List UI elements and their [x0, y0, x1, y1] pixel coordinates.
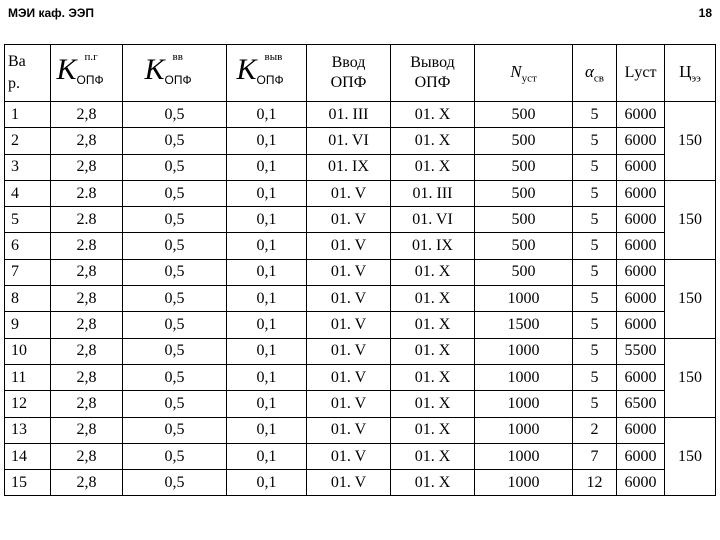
cell-k-opf-vyv: 0,1 [227, 154, 307, 180]
cell-k-opf-vyv: 0,1 [227, 207, 307, 233]
table-row [5, 233, 716, 259]
k-subscript: ОПФ [76, 72, 104, 87]
k-opf-pg-symbol [56, 50, 117, 89]
cell-l-ust: 6000 [617, 154, 665, 180]
header-n-ust [475, 45, 573, 102]
cell-vyvod-opf: 01. X [391, 102, 475, 128]
alpha-letter: α [584, 61, 594, 81]
cell-vyvod-opf: 01. X [391, 443, 475, 469]
k-opf-vv-symbol [144, 50, 205, 89]
cell-n-ust: 1000 [475, 286, 573, 312]
cell-variant: 12 [5, 391, 51, 417]
table-row [5, 312, 716, 338]
cell-vyvod-opf: 01. III [391, 180, 475, 206]
k-letter: K [236, 52, 257, 86]
table-body [5, 102, 716, 496]
cell-alpha-sv: 5 [573, 286, 617, 312]
cell-variant: 10 [5, 338, 51, 364]
cell-vvod-opf: 01. V [307, 180, 391, 206]
cell-alpha-sv: 5 [573, 338, 617, 364]
cell-alpha-sv: 5 [573, 207, 617, 233]
cell-vyvod-opf: 01. X [391, 364, 475, 390]
cell-k-opf-vv: 0,5 [123, 417, 227, 443]
header-l-ust [617, 45, 665, 102]
header-variant [5, 45, 51, 102]
cell-k-opf-pg: 2,8 [51, 102, 123, 128]
cell-alpha-sv: 5 [573, 259, 617, 285]
cell-l-ust: 6000 [617, 180, 665, 206]
cell-k-opf-pg: 2,8 [51, 391, 123, 417]
header-alpha-sv [573, 45, 617, 102]
cell-l-ust: 6000 [617, 364, 665, 390]
cell-variant: 2 [5, 128, 51, 154]
cell-k-opf-pg: 2,8 [51, 128, 123, 154]
cell-c-ee: 150 [665, 417, 716, 496]
k-superscript: выв [264, 50, 283, 63]
cell-vyvod-opf: 01. X [391, 312, 475, 338]
table-row [5, 470, 716, 496]
cell-k-opf-vv: 0,5 [123, 338, 227, 364]
cell-vyvod-opf: 01. X [391, 128, 475, 154]
k-superscript: вв [172, 50, 183, 63]
alpha-subscript: св [593, 72, 604, 85]
header-vyvod-line1: Вывод [410, 54, 455, 71]
cell-k-opf-pg: 2,8 [51, 154, 123, 180]
cell-variant: 9 [5, 312, 51, 338]
cell-n-ust: 1000 [475, 364, 573, 390]
cell-k-opf-vv: 0,5 [123, 364, 227, 390]
cell-variant: 4 [5, 180, 51, 206]
cell-variant: 13 [5, 417, 51, 443]
cell-n-ust: 1500 [475, 312, 573, 338]
cell-alpha-sv: 5 [573, 312, 617, 338]
cell-k-opf-vyv: 0,1 [227, 417, 307, 443]
c-subscript: ээ [691, 72, 701, 85]
cell-vyvod-opf: 01. X [391, 338, 475, 364]
cell-n-ust: 1000 [475, 443, 573, 469]
variants-table [4, 44, 716, 496]
cell-k-opf-vyv: 0,1 [227, 128, 307, 154]
header-vyvod-line2: ОПФ [414, 74, 451, 91]
cell-k-opf-vv: 0,5 [123, 128, 227, 154]
cell-n-ust: 500 [475, 128, 573, 154]
cell-vvod-opf: 01. V [307, 312, 391, 338]
header-vvod-opf [307, 45, 391, 102]
cell-k-opf-vv: 0,5 [123, 207, 227, 233]
header-vvod-line1: Ввод [331, 54, 366, 71]
n-letter: N [510, 61, 522, 81]
alpha-sv-symbol [584, 61, 604, 85]
header-vvod-line2: ОПФ [330, 74, 367, 91]
cell-variant: 5 [5, 207, 51, 233]
cell-k-opf-vyv: 0,1 [227, 286, 307, 312]
cell-k-opf-pg: 2,8 [51, 443, 123, 469]
header-variant-line2: р. [8, 75, 20, 92]
cell-alpha-sv: 12 [573, 470, 617, 496]
cell-vvod-opf: 01. VI [307, 128, 391, 154]
cell-k-opf-vyv: 0,1 [227, 470, 307, 496]
k-opf-vyv-symbol [236, 50, 297, 89]
cell-variant: 15 [5, 470, 51, 496]
cell-k-opf-vyv: 0,1 [227, 102, 307, 128]
cell-vvod-opf: 01. V [307, 233, 391, 259]
header-k-opf-vyv [227, 45, 307, 102]
table-row [5, 443, 716, 469]
cell-l-ust: 6000 [617, 443, 665, 469]
cell-c-ee: 150 [665, 180, 716, 259]
cell-vvod-opf: 01. V [307, 417, 391, 443]
table-row [5, 364, 716, 390]
cell-vvod-opf: 01. V [307, 338, 391, 364]
cell-variant: 8 [5, 286, 51, 312]
cell-n-ust: 500 [475, 102, 573, 128]
cell-k-opf-vv: 0,5 [123, 286, 227, 312]
cell-vvod-opf: 01. V [307, 286, 391, 312]
cell-k-opf-pg: 2,8 [51, 338, 123, 364]
cell-alpha-sv: 5 [573, 180, 617, 206]
cell-variant: 14 [5, 443, 51, 469]
cell-alpha-sv: 5 [573, 102, 617, 128]
cell-k-opf-pg: 2.8 [51, 233, 123, 259]
department-label: МЭИ каф. ЭЭП [8, 6, 95, 20]
cell-k-opf-vyv: 0,1 [227, 259, 307, 285]
cell-k-opf-vv: 0,5 [123, 102, 227, 128]
table-row [5, 259, 716, 285]
cell-l-ust: 6000 [617, 417, 665, 443]
table-row [5, 180, 716, 206]
k-letter: K [144, 52, 165, 86]
cell-c-ee: 150 [665, 338, 716, 417]
l-ust-label: Lуст [624, 64, 657, 81]
cell-k-opf-vyv: 0,1 [227, 312, 307, 338]
cell-k-opf-vyv: 0,1 [227, 391, 307, 417]
cell-vvod-opf: 01. V [307, 470, 391, 496]
cell-n-ust: 500 [475, 154, 573, 180]
cell-n-ust: 500 [475, 259, 573, 285]
table-row [5, 128, 716, 154]
cell-variant: 7 [5, 259, 51, 285]
k-subscript: ОПФ [164, 72, 192, 87]
cell-c-ee: 150 [665, 259, 716, 338]
c-letter: Ц [679, 61, 692, 81]
cell-k-opf-pg: 2,8 [51, 312, 123, 338]
cell-l-ust: 6000 [617, 102, 665, 128]
cell-k-opf-vv: 0,5 [123, 391, 227, 417]
cell-l-ust: 6000 [617, 470, 665, 496]
cell-n-ust: 500 [475, 233, 573, 259]
cell-n-ust: 1000 [475, 417, 573, 443]
cell-vvod-opf: 01. V [307, 207, 391, 233]
table-row [5, 207, 716, 233]
cell-alpha-sv: 5 [573, 233, 617, 259]
cell-k-opf-vyv: 0,1 [227, 443, 307, 469]
page-number: 18 [698, 6, 712, 20]
cell-vvod-opf: 01. V [307, 364, 391, 390]
cell-vvod-opf: 01. V [307, 259, 391, 285]
table-row [5, 102, 716, 128]
cell-alpha-sv: 5 [573, 128, 617, 154]
header-c-ee [665, 45, 716, 102]
header-k-opf-vv [123, 45, 227, 102]
cell-c-ee: 150 [665, 102, 716, 181]
cell-n-ust: 500 [475, 180, 573, 206]
cell-n-ust: 1000 [475, 338, 573, 364]
cell-variant: 3 [5, 154, 51, 180]
cell-k-opf-pg: 2,8 [51, 286, 123, 312]
cell-k-opf-vyv: 0,1 [227, 338, 307, 364]
cell-l-ust: 6000 [617, 312, 665, 338]
cell-vyvod-opf: 01. X [391, 470, 475, 496]
k-superscript: п.г [84, 50, 98, 63]
cell-k-opf-vv: 0,5 [123, 443, 227, 469]
cell-k-opf-vv: 0,5 [123, 154, 227, 180]
cell-k-opf-pg: 2.8 [51, 207, 123, 233]
cell-k-opf-pg: 2,8 [51, 259, 123, 285]
table-row [5, 154, 716, 180]
cell-k-opf-pg: 2,8 [51, 364, 123, 390]
cell-n-ust: 1000 [475, 391, 573, 417]
cell-k-opf-pg: 2.8 [51, 180, 123, 206]
cell-alpha-sv: 5 [573, 364, 617, 390]
cell-vyvod-opf: 01. IX [391, 233, 475, 259]
cell-k-opf-vv: 0,5 [123, 233, 227, 259]
cell-l-ust: 6000 [617, 128, 665, 154]
cell-vyvod-opf: 01. X [391, 417, 475, 443]
n-ust-symbol [510, 61, 537, 85]
k-subscript: ОПФ [256, 72, 284, 87]
cell-n-ust: 1000 [475, 470, 573, 496]
header-variant-line1: Ва [8, 53, 26, 70]
cell-k-opf-vv: 0,5 [123, 470, 227, 496]
cell-vyvod-opf: 01. X [391, 154, 475, 180]
table-row [5, 338, 716, 364]
cell-k-opf-vyv: 0,1 [227, 180, 307, 206]
k-letter: K [56, 52, 77, 86]
cell-vyvod-opf: 01. X [391, 259, 475, 285]
cell-k-opf-vv: 0,5 [123, 259, 227, 285]
cell-k-opf-vyv: 0,1 [227, 233, 307, 259]
table-row [5, 286, 716, 312]
cell-vvod-opf: 01. V [307, 443, 391, 469]
table-row [5, 417, 716, 443]
cell-k-opf-vv: 0,5 [123, 312, 227, 338]
cell-variant: 1 [5, 102, 51, 128]
cell-l-ust: 6500 [617, 391, 665, 417]
cell-k-opf-pg: 2,8 [51, 470, 123, 496]
cell-vvod-opf: 01. III [307, 102, 391, 128]
n-subscript: уст [521, 72, 537, 85]
cell-n-ust: 500 [475, 207, 573, 233]
table-header-row [5, 45, 716, 102]
header-vyvod-opf [391, 45, 475, 102]
page-header [8, 6, 712, 26]
cell-k-opf-vyv: 0,1 [227, 364, 307, 390]
cell-vvod-opf: 01. IX [307, 154, 391, 180]
cell-vvod-opf: 01. V [307, 391, 391, 417]
cell-variant: 6 [5, 233, 51, 259]
cell-l-ust: 6000 [617, 259, 665, 285]
cell-l-ust: 5500 [617, 338, 665, 364]
header-k-opf-pg [51, 45, 123, 102]
cell-vyvod-opf: 01. X [391, 391, 475, 417]
cell-alpha-sv: 5 [573, 391, 617, 417]
table-row [5, 391, 716, 417]
cell-l-ust: 6000 [617, 233, 665, 259]
cell-variant: 11 [5, 364, 51, 390]
cell-k-opf-vv: 0,5 [123, 180, 227, 206]
cell-alpha-sv: 7 [573, 443, 617, 469]
c-ee-symbol [679, 61, 701, 85]
cell-l-ust: 6000 [617, 286, 665, 312]
cell-l-ust: 6000 [617, 207, 665, 233]
cell-vyvod-opf: 01. VI [391, 207, 475, 233]
cell-vyvod-opf: 01. X [391, 286, 475, 312]
cell-k-opf-pg: 2,8 [51, 417, 123, 443]
cell-alpha-sv: 5 [573, 154, 617, 180]
cell-alpha-sv: 2 [573, 417, 617, 443]
